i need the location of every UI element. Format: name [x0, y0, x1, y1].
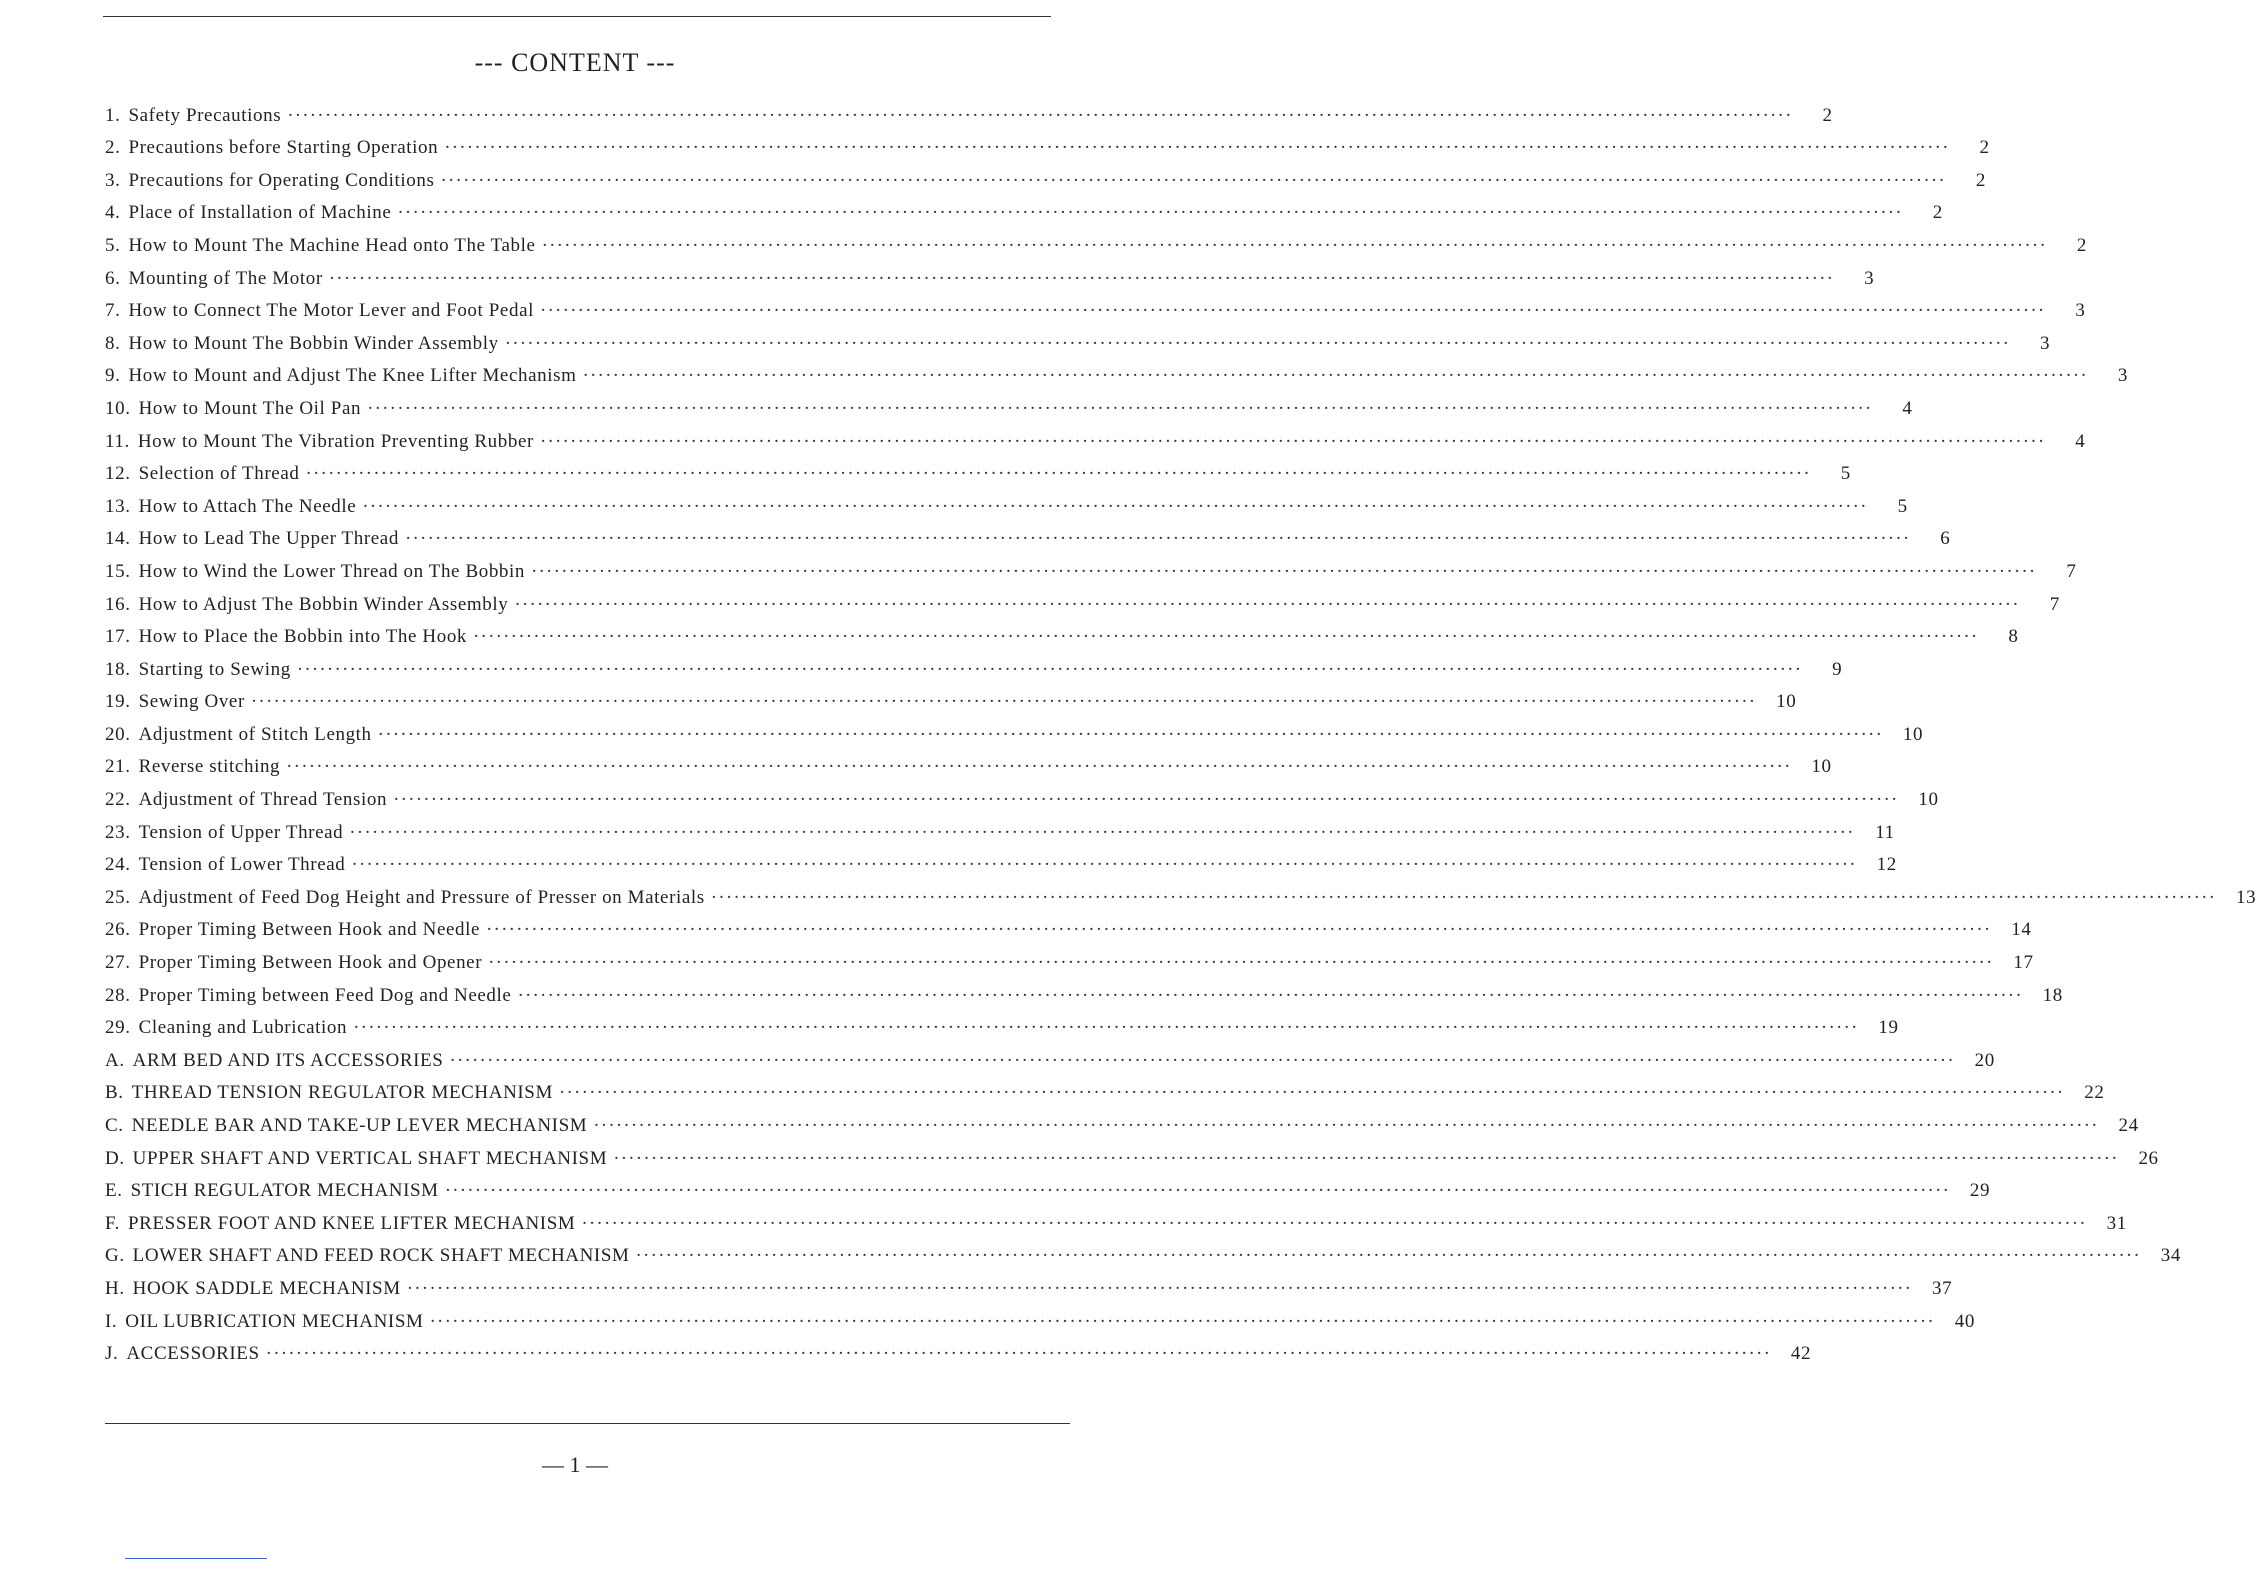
toc-entry-title: How to Lead The Upper Thread — [138, 528, 399, 550]
toc-entry-number: 1. — [105, 104, 121, 126]
toc-entry — [105, 876, 2257, 909]
toc-entry — [105, 583, 2060, 616]
toc-entry-number: 14. — [105, 528, 131, 550]
toc-leader-dots: ········································································································································································································ — [397, 202, 1903, 224]
toc-entry — [105, 1170, 1991, 1203]
toc-leader-dots: ········································································································································································································ — [582, 365, 2088, 387]
toc-entry-title: Proper Timing Between Hook and Needle — [138, 919, 481, 941]
toc-entry-page: 3 — [2075, 300, 2086, 322]
toc-leader-dots: ········································································································································································································ — [581, 1212, 2087, 1234]
toc-entry — [105, 1235, 2181, 1268]
toc-entry-page: 8 — [2008, 626, 2019, 648]
toc-leader-dots: ········································································································································································································ — [635, 1245, 2141, 1267]
bottom-rule — [105, 1423, 1070, 1424]
toc-entry — [105, 1007, 1899, 1040]
toc-entry — [105, 681, 1797, 714]
toc-entry — [105, 778, 1939, 811]
toc-entry — [105, 811, 1895, 844]
toc-entry-number: F. — [105, 1212, 120, 1234]
toc-entry-number: 16. — [105, 593, 131, 615]
table-of-contents — [105, 94, 2257, 1365]
toc-entry-title: Proper Timing Between Hook and Opener — [138, 952, 483, 974]
toc-leader-dots: ········································································································································································································ — [305, 463, 1811, 485]
toc-entry-page: 31 — [2106, 1212, 2127, 1234]
toc-entry-number: 9. — [105, 365, 121, 387]
toc-leader-dots: ········································································································································································································ — [593, 1115, 2099, 1136]
toc-leader-dots: ········································································································································································································ — [539, 430, 2046, 452]
toc-entry — [105, 713, 1924, 746]
toc-entry-number: 3. — [105, 169, 121, 191]
toc-entry-number: 21. — [105, 756, 131, 778]
toc-leader-dots: ········································································································································································································ — [328, 267, 1835, 289]
toc-leader-dots: ········································································································································································································ — [353, 1017, 1859, 1039]
toc-entry-number: 7. — [105, 300, 121, 322]
toc-entry — [105, 420, 2086, 453]
toc-entry — [105, 257, 1875, 290]
toc-entry-title: Adjustment of Stitch Length — [138, 723, 372, 745]
toc-leader-dots: ········································································································································································································ — [440, 169, 1946, 191]
toc-entry-title: How to Mount The Oil Pan — [138, 397, 362, 419]
toc-entry-title: Precautions before Starting Operation — [128, 137, 439, 159]
toc-leader-dots: ········································································································································································································ — [362, 495, 1868, 517]
toc-entry-number: A. — [105, 1049, 125, 1071]
toc-leader-dots: ········································································································································································································ — [265, 1343, 1772, 1365]
toc-entry-title: Proper Timing between Feed Dog and Needle — [138, 984, 512, 1006]
toc-leader-dots: ········································································································································································································ — [444, 1180, 1951, 1202]
toc-entry-page: 13 — [2236, 886, 2257, 908]
toc-entry-title: UPPER SHAFT AND VERTICAL SHAFT MECHANISM — [132, 1147, 608, 1169]
toc-entry-title: Tension of Lower Thread — [138, 854, 346, 876]
toc-entry-number: 27. — [105, 952, 131, 974]
toc-entry — [105, 550, 2077, 583]
toc-entry-number: 25. — [105, 886, 131, 908]
toc-entry-title: How to Connect The Motor Lever and Foot Pedal — [128, 300, 534, 322]
toc-leader-dots: ········································································································································································································ — [250, 691, 1757, 713]
toc-entry-page: 40 — [1954, 1310, 1975, 1332]
decorative-blue-line — [125, 1558, 267, 1559]
toc-entry-number: H. — [105, 1277, 125, 1299]
toc-leader-dots: ········································································································································································································ — [558, 1082, 2065, 1104]
toc-entry-title: OIL LUBRICATION MECHANISM — [125, 1310, 424, 1332]
toc-entry — [105, 127, 1990, 160]
toc-entry-title: How to Mount and Adjust The Knee Lifter Mechanism — [128, 365, 577, 387]
toc-entry — [105, 485, 1908, 518]
toc-entry-number: 19. — [105, 691, 131, 713]
toc-entry-title: Starting to Sewing — [138, 658, 291, 680]
toc-entry-title: How to Mount The Bobbin Winder Assembly — [128, 332, 499, 354]
toc-entry-number: I. — [105, 1310, 118, 1332]
toc-entry-number: 28. — [105, 984, 131, 1006]
toc-entry-page: 24 — [2118, 1115, 2139, 1136]
toc-entry-page: 2 — [1979, 137, 1990, 159]
toc-entry-number: 20. — [105, 723, 131, 745]
toc-entry — [105, 224, 2087, 257]
toc-entry — [105, 94, 1833, 127]
toc-entry-number: 17. — [105, 626, 131, 648]
toc-entry — [105, 159, 1986, 192]
toc-entry-number: J. — [105, 1343, 119, 1365]
toc-entry-title: Place of Installation of Machine — [128, 202, 392, 224]
toc-entry-page: 5 — [1897, 495, 1908, 517]
toc-entry-page: 42 — [1790, 1343, 1812, 1365]
toc-leader-dots: ········································································································································································································ — [429, 1310, 1935, 1332]
page-number: — 1 — — [542, 1452, 608, 1477]
toc-entry-number: 6. — [105, 267, 121, 289]
toc-entry-page: 3 — [2040, 332, 2051, 354]
toc-entry-page: 7 — [2066, 560, 2077, 582]
toc-entry-title: Mounting of The Motor — [128, 267, 323, 289]
toc-entry-page: 18 — [2042, 984, 2063, 1006]
toc-entry-title: How to Mount The Machine Head onto The Table — [128, 234, 536, 256]
toc-leader-dots: ········································································································································································································ — [296, 658, 1803, 680]
toc-entry-number: C. — [105, 1115, 124, 1136]
toc-leader-dots: ········································································································································································································ — [531, 560, 2037, 582]
toc-leader-dots: ········································································································································································································ — [613, 1147, 2119, 1169]
toc-entry-page: 7 — [2049, 593, 2060, 615]
toc-leader-dots: ········································································································································································································ — [710, 886, 2217, 908]
toc-entry-page: 2 — [1975, 169, 1986, 191]
toc-entry-page: 3 — [1864, 267, 1875, 289]
toc-entry — [105, 616, 2019, 649]
toc-entry-number: 13. — [105, 495, 131, 517]
toc-entry-title: Adjustment of Feed Dog Height and Pressure of Presser on Materials — [138, 886, 705, 908]
toc-leader-dots: ········································································································································································································ — [349, 821, 1855, 843]
toc-entry-title: HOOK SADDLE MECHANISM — [132, 1277, 401, 1299]
toc-entry-page: 9 — [1832, 658, 1843, 680]
toc-entry-page: 4 — [1902, 397, 1913, 419]
toc-entry-number: 5. — [105, 234, 121, 256]
toc-entry-title: Cleaning and Lubrication — [138, 1017, 348, 1039]
toc-leader-dots: ········································································································································································································ — [486, 919, 1992, 941]
toc-entry — [105, 1300, 1975, 1333]
toc-entry — [105, 1267, 1953, 1300]
toc-entry-number: 23. — [105, 821, 131, 843]
toc-entry — [105, 453, 1851, 486]
toc-entry-page: 2 — [1822, 104, 1833, 126]
toc-entry-number: 10. — [105, 397, 131, 419]
toc-entry — [105, 746, 1832, 779]
toc-leader-dots: ········································································································································································································ — [393, 789, 1899, 811]
toc-entry — [105, 322, 2051, 355]
toc-entry-page: 19 — [1878, 1017, 1899, 1039]
toc-entry-title: Safety Precautions — [128, 104, 282, 126]
toc-entry — [105, 1104, 2139, 1137]
toc-leader-dots: ········································································································································································································ — [504, 332, 2011, 354]
toc-entry-page: 10 — [1918, 789, 1939, 811]
toc-entry-page: 14 — [2011, 919, 2032, 941]
toc-entry-number: 24. — [105, 854, 131, 876]
toc-leader-dots: ········································································································································································································ — [351, 854, 1857, 876]
toc-entry — [105, 941, 2034, 974]
toc-entry-title: NEEDLE BAR AND TAKE-UP LEVER MECHANISM — [131, 1115, 588, 1136]
toc-entry — [105, 1039, 1995, 1072]
toc-leader-dots: ········································································································································································································ — [406, 1277, 1913, 1299]
toc-entry-page: 11 — [1875, 821, 1895, 843]
toc-entry-page: 4 — [2075, 430, 2086, 452]
toc-entry — [105, 1202, 2127, 1235]
toc-entry-page: 37 — [1931, 1277, 1953, 1299]
toc-leader-dots: ········································································································································································································ — [517, 984, 2023, 1006]
toc-entry-number: D. — [105, 1147, 125, 1169]
toc-entry — [105, 387, 1913, 420]
toc-entry-page: 10 — [1811, 756, 1832, 778]
toc-entry-page: 6 — [1940, 528, 1951, 550]
toc-entry-title: How to Adjust The Bobbin Winder Assembly — [138, 593, 509, 615]
toc-entry-number: 29. — [105, 1017, 131, 1039]
toc-entry-page: 17 — [2013, 952, 2034, 974]
toc-entry-number: G. — [105, 1245, 125, 1267]
toc-entry-title: Tension of Upper Thread — [138, 821, 344, 843]
toc-entry — [105, 1333, 1812, 1366]
toc-entry-number: 8. — [105, 332, 121, 354]
toc-entry-page: 34 — [2160, 1245, 2181, 1267]
toc-entry-page: 12 — [1876, 854, 1897, 876]
toc-leader-dots: ········································································································································································································ — [473, 626, 1979, 648]
toc-entry-page: 29 — [1969, 1180, 1991, 1202]
toc-leader-dots: ········································································································································································································ — [287, 104, 1793, 126]
toc-entry-page: 20 — [1974, 1049, 1995, 1071]
toc-entry — [105, 290, 2086, 323]
toc-entry-number: 26. — [105, 919, 131, 941]
toc-leader-dots: ········································································································································································································ — [541, 234, 2047, 256]
toc-entry-title: How to Attach The Needle — [138, 495, 357, 517]
toc-entry-page: 22 — [2084, 1082, 2105, 1104]
toc-entry — [105, 1137, 2159, 1170]
toc-entry-title: Precautions for Operating Conditions — [128, 169, 435, 191]
toc-leader-dots: ········································································································································································································ — [377, 723, 1884, 745]
toc-entry-title: How to Mount The Vibration Preventing Rubber — [137, 430, 534, 452]
page-title: --- CONTENT --- — [474, 48, 676, 77]
toc-entry-number: E. — [105, 1180, 123, 1202]
toc-entry-title: ACCESSORIES — [126, 1343, 260, 1365]
toc-entry-number: 4. — [105, 202, 121, 224]
toc-entry-title: Sewing Over — [138, 691, 245, 713]
toc-entry — [105, 518, 1951, 551]
toc-entry-number: 12. — [105, 463, 131, 485]
toc-leader-dots: ········································································································································································································ — [488, 952, 1994, 974]
toc-entry — [105, 909, 2032, 942]
toc-leader-dots: ········································································································································································································ — [449, 1049, 1955, 1071]
toc-entry — [105, 1072, 2105, 1105]
toc-leader-dots: ········································································································································································································ — [286, 756, 1792, 778]
toc-entry — [105, 974, 2063, 1007]
toc-entry — [105, 648, 1843, 681]
toc-entry-title: Selection of Thread — [138, 463, 300, 485]
toc-entry-page: 26 — [2138, 1147, 2159, 1169]
toc-entry — [105, 192, 1943, 225]
toc-entry-number: 22. — [105, 789, 131, 811]
toc-entry-number: 2. — [105, 137, 121, 159]
toc-entry-page: 2 — [2076, 234, 2087, 256]
toc-entry-number: 18. — [105, 658, 131, 680]
toc-entry-title: How to Wind the Lower Thread on The Bobbin — [138, 560, 525, 582]
toc-entry-title: How to Place the Bobbin into The Hook — [138, 626, 468, 648]
toc-entry-page: 10 — [1902, 723, 1924, 745]
toc-entry — [105, 355, 2128, 388]
toc-entry-title: Reverse stitching — [138, 756, 281, 778]
toc-leader-dots: ········································································································································································································ — [514, 593, 2020, 615]
toc-leader-dots: ········································································································································································································ — [367, 397, 1873, 419]
toc-entry-page: 5 — [1840, 463, 1851, 485]
top-rule — [103, 16, 1051, 17]
toc-entry-title: ARM BED AND ITS ACCESSORIES — [132, 1049, 444, 1071]
toc-entry-title: STICH REGULATOR MECHANISM — [130, 1180, 439, 1202]
toc-entry-page: 3 — [2117, 365, 2128, 387]
toc-entry-page: 10 — [1776, 691, 1797, 713]
toc-entry-title: THREAD TENSION REGULATOR MECHANISM — [131, 1082, 553, 1104]
toc-entry-title: Adjustment of Thread Tension — [138, 789, 388, 811]
toc-entry-number: B. — [105, 1082, 124, 1104]
toc-leader-dots: ········································································································································································································ — [404, 528, 1911, 550]
toc-leader-dots: ········································································································································································································ — [539, 300, 2046, 322]
toc-entry — [105, 844, 1897, 877]
toc-entry-page: 2 — [1932, 202, 1943, 224]
toc-entry-number: 15. — [105, 560, 131, 582]
toc-entry-number: 11. — [105, 430, 130, 452]
toc-entry-title: LOWER SHAFT AND FEED ROCK SHAFT MECHANISM — [132, 1245, 630, 1267]
toc-leader-dots: ········································································································································································································ — [444, 137, 1950, 159]
toc-entry-title: PRESSER FOOT AND KNEE LIFTER MECHANISM — [128, 1212, 576, 1234]
